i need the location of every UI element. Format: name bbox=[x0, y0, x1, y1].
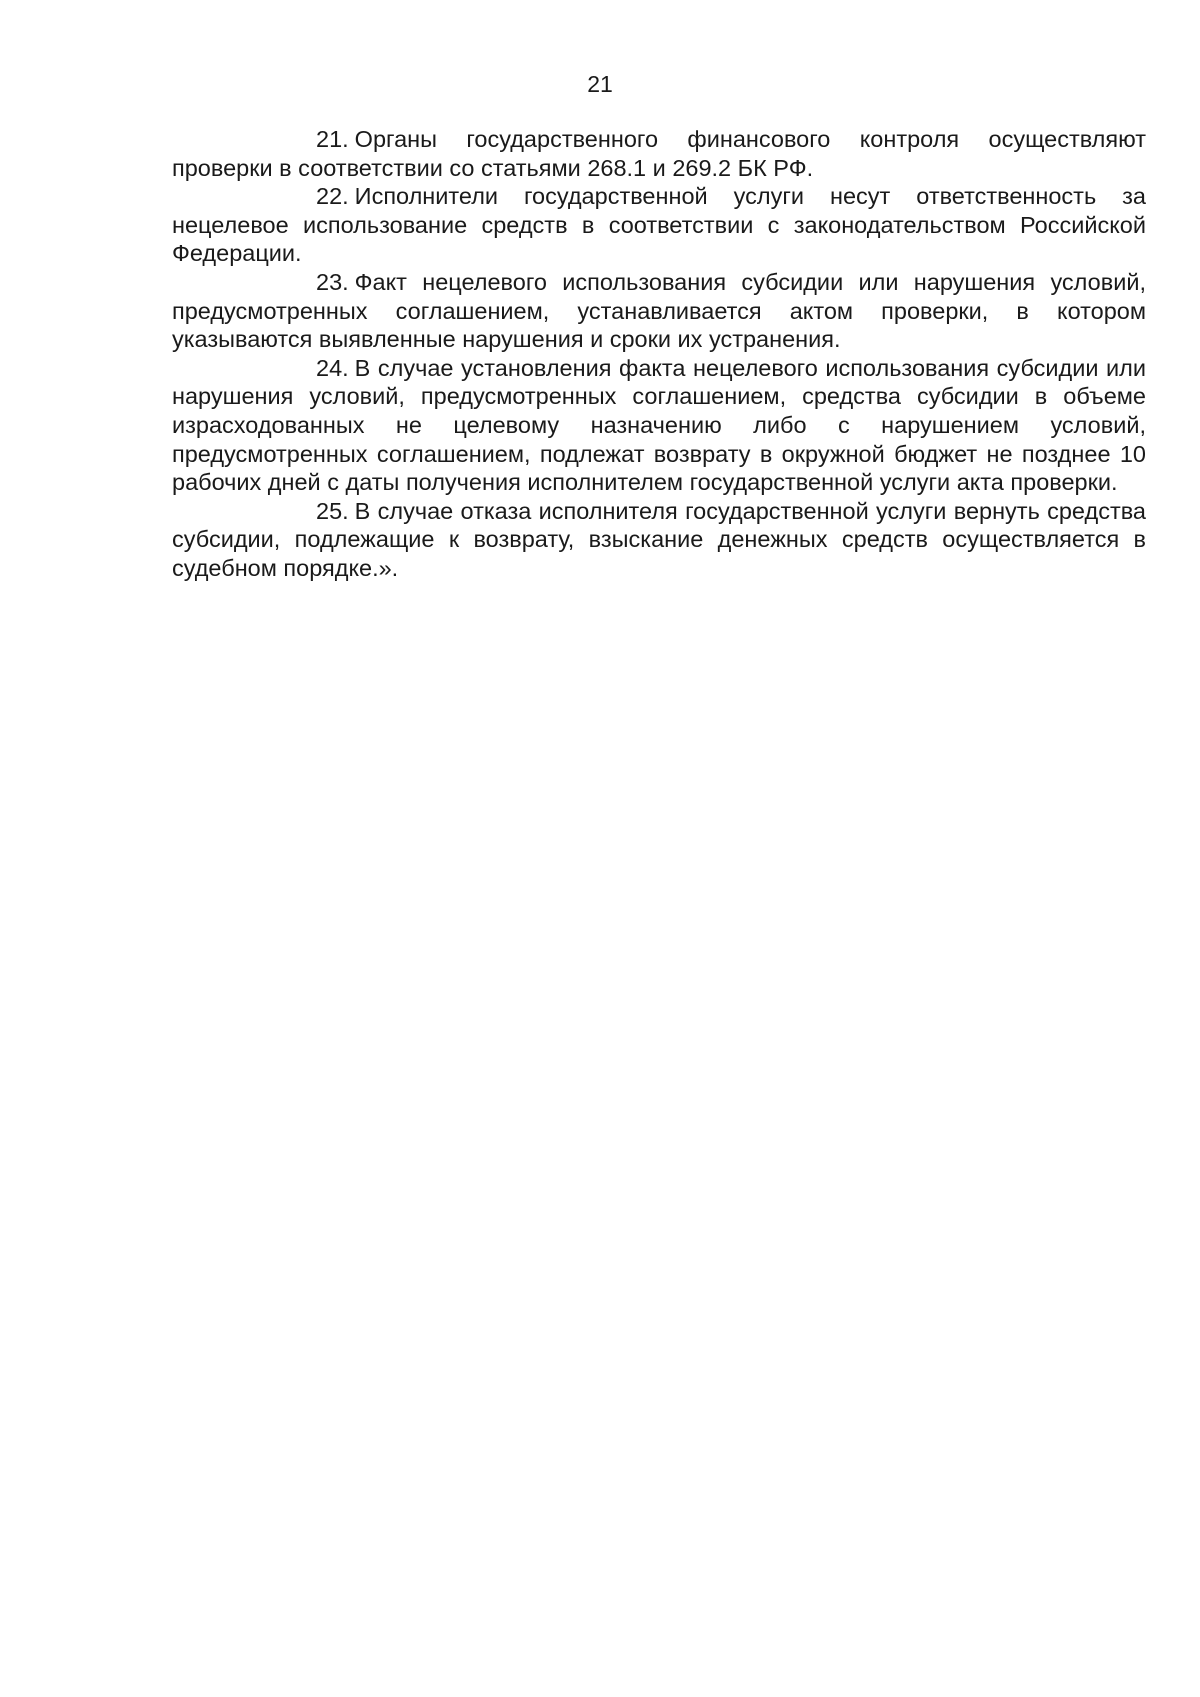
paragraph-number: 24. bbox=[316, 354, 349, 381]
paragraph-21 bbox=[172, 125, 1146, 182]
paragraph-text: В случае отказа исполнителя государственной услуги вернуть средства субсидии, подлежащие к возврату, взыскание денежных средств осуществляется в судебном порядке.». bbox=[172, 497, 1146, 581]
document-body bbox=[172, 125, 1146, 583]
paragraph-text: Исполнители государственной услуги несут ответственность за нецелевое использование средств в соответствии с законодательством Российской Федерации. bbox=[172, 183, 1146, 267]
paragraph-number: 22. bbox=[316, 183, 349, 210]
paragraph-25 bbox=[172, 497, 1146, 583]
paragraph-23 bbox=[172, 268, 1146, 354]
paragraph-text: Органы государственного финансового контроля осуществляют проверки в соответствии со статьями 268.1 и 269.2 БК РФ. bbox=[172, 126, 1146, 181]
page-number: 21 bbox=[587, 71, 613, 97]
paragraph-24 bbox=[172, 354, 1146, 497]
paragraph-number: 23. bbox=[316, 268, 349, 295]
paragraph-number: 25. bbox=[316, 497, 349, 524]
paragraph-text: В случае установления факта нецелевого использования субсидии или нарушения условий, предусмотренных соглашением, средства субсидии в объеме израсходованных не целевому назначению либо с нарушением условий, предусмотренных соглашением, подлежат возврату в окружной бюджет не позднее 10 рабочих дней с даты получения исполнителем государственной услуги акта проверки. bbox=[172, 354, 1146, 496]
paragraph-text: Факт нецелевого использования субсидии или нарушения условий, предусмотренных соглашением, устанавливается актом проверки, в котором указываются выявленные нарушения и сроки их устранения. bbox=[172, 268, 1146, 353]
paragraph-number: 21. bbox=[316, 126, 349, 152]
paragraph-22 bbox=[172, 182, 1146, 268]
